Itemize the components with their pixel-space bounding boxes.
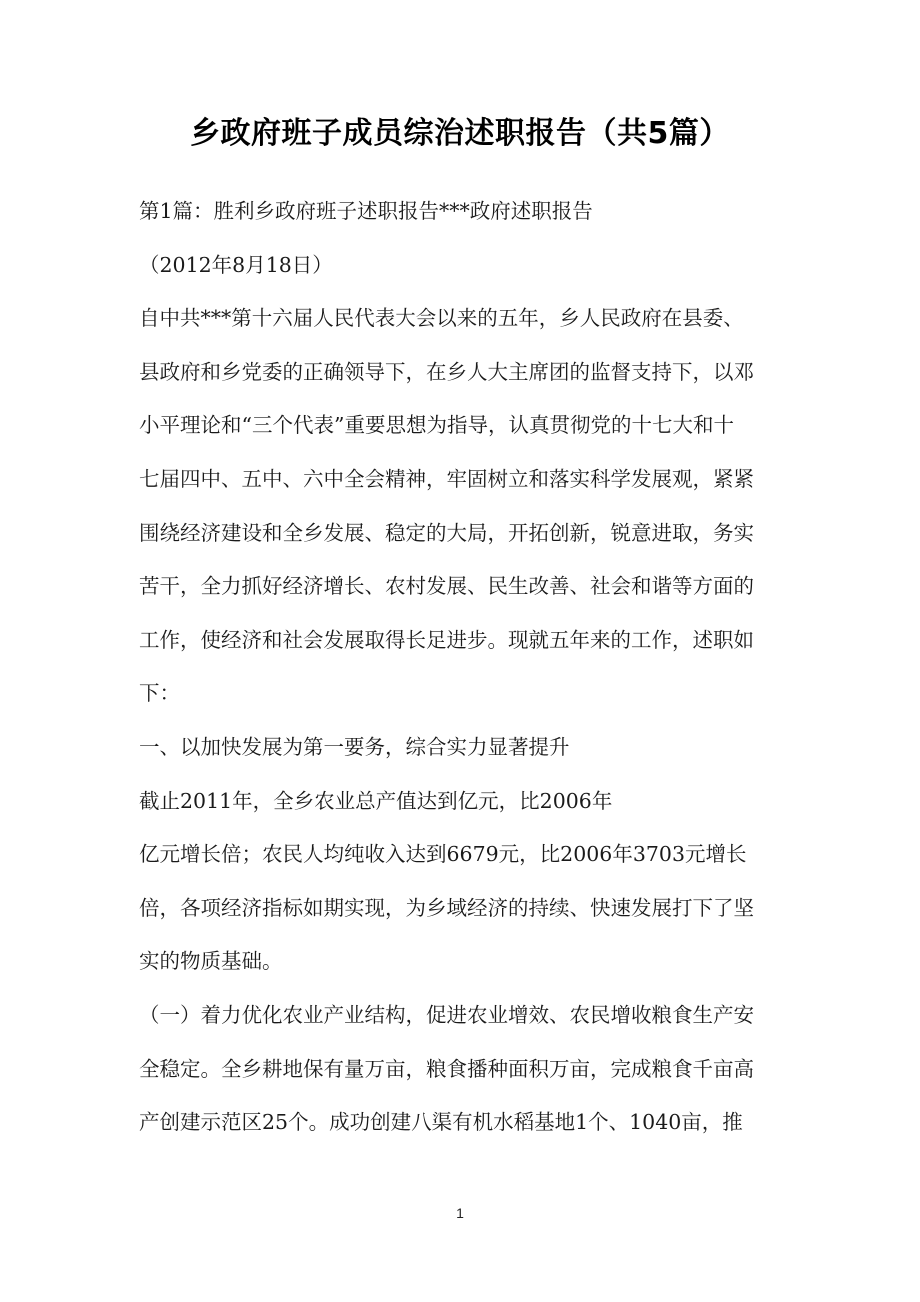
paragraph-line: 县政府和乡党委的正确领导下，在乡人大主席团的监督支持下，以邓 — [139, 359, 754, 384]
subsection-heading: 一、以加快发展为第一要务，综合实力显著提升 — [139, 734, 570, 759]
paragraph-line: 全稳定。全乡耕地保有量万亩，粮食播种面积万亩，完成粮食千亩高 — [139, 1056, 754, 1081]
paragraph-line: 产创建示范区25个。成功创建八渠有机水稻基地1个、1040亩，推 — [139, 1110, 743, 1135]
paragraph-line: 实的物质基础。 — [139, 949, 283, 974]
document-body — [139, 194, 784, 1159]
paragraph-line: （一）着力优化农业产业结构，促进农业增效、农民增收粮食生产安 — [139, 1002, 754, 1027]
paragraph-line: 七届四中、五中、六中全会精神，牢固树立和落实科学发展观，紧紧 — [139, 466, 754, 491]
page-number: 1 — [456, 1205, 464, 1221]
paragraph-line: 截止2011年，全乡农业总产值达到亿元，比2006年 — [139, 788, 613, 813]
section-heading: 第1篇：胜利乡政府班子述职报告***政府述职报告 — [139, 199, 593, 223]
paragraph-line: 自中共***第十六届人民代表大会以来的五年，乡人民政府在县委、 — [139, 306, 744, 331]
paragraph-line: 下： — [139, 681, 180, 706]
paragraph-line: 工作，使经济和社会发展取得长足进步。现就五年来的工作，述职如 — [139, 627, 754, 652]
paragraph-line: 倍，各项经济指标如期实现，为乡域经济的持续、快速发展打下了坚 — [139, 895, 754, 920]
paragraph-line: 围绕经济建设和全乡发展、稳定的大局，开拓创新，锐意进取，务实 — [139, 520, 754, 545]
paragraph-line: 小平理论和“三个代表”重要思想为指导，认真贯彻党的十七大和十 — [139, 413, 734, 438]
date-line: （2012年8月18日） — [139, 252, 333, 277]
paragraph-line: 苦干，全力抓好经济增长、农村发展、民生改善、社会和谐等方面的 — [139, 574, 754, 599]
document-title: 乡政府班子成员综治述职报告（共5篇） — [190, 116, 730, 151]
paragraph-line: 亿元增长倍；农民人均纯收入达到6679元，比2006年3703元增长 — [139, 842, 747, 867]
